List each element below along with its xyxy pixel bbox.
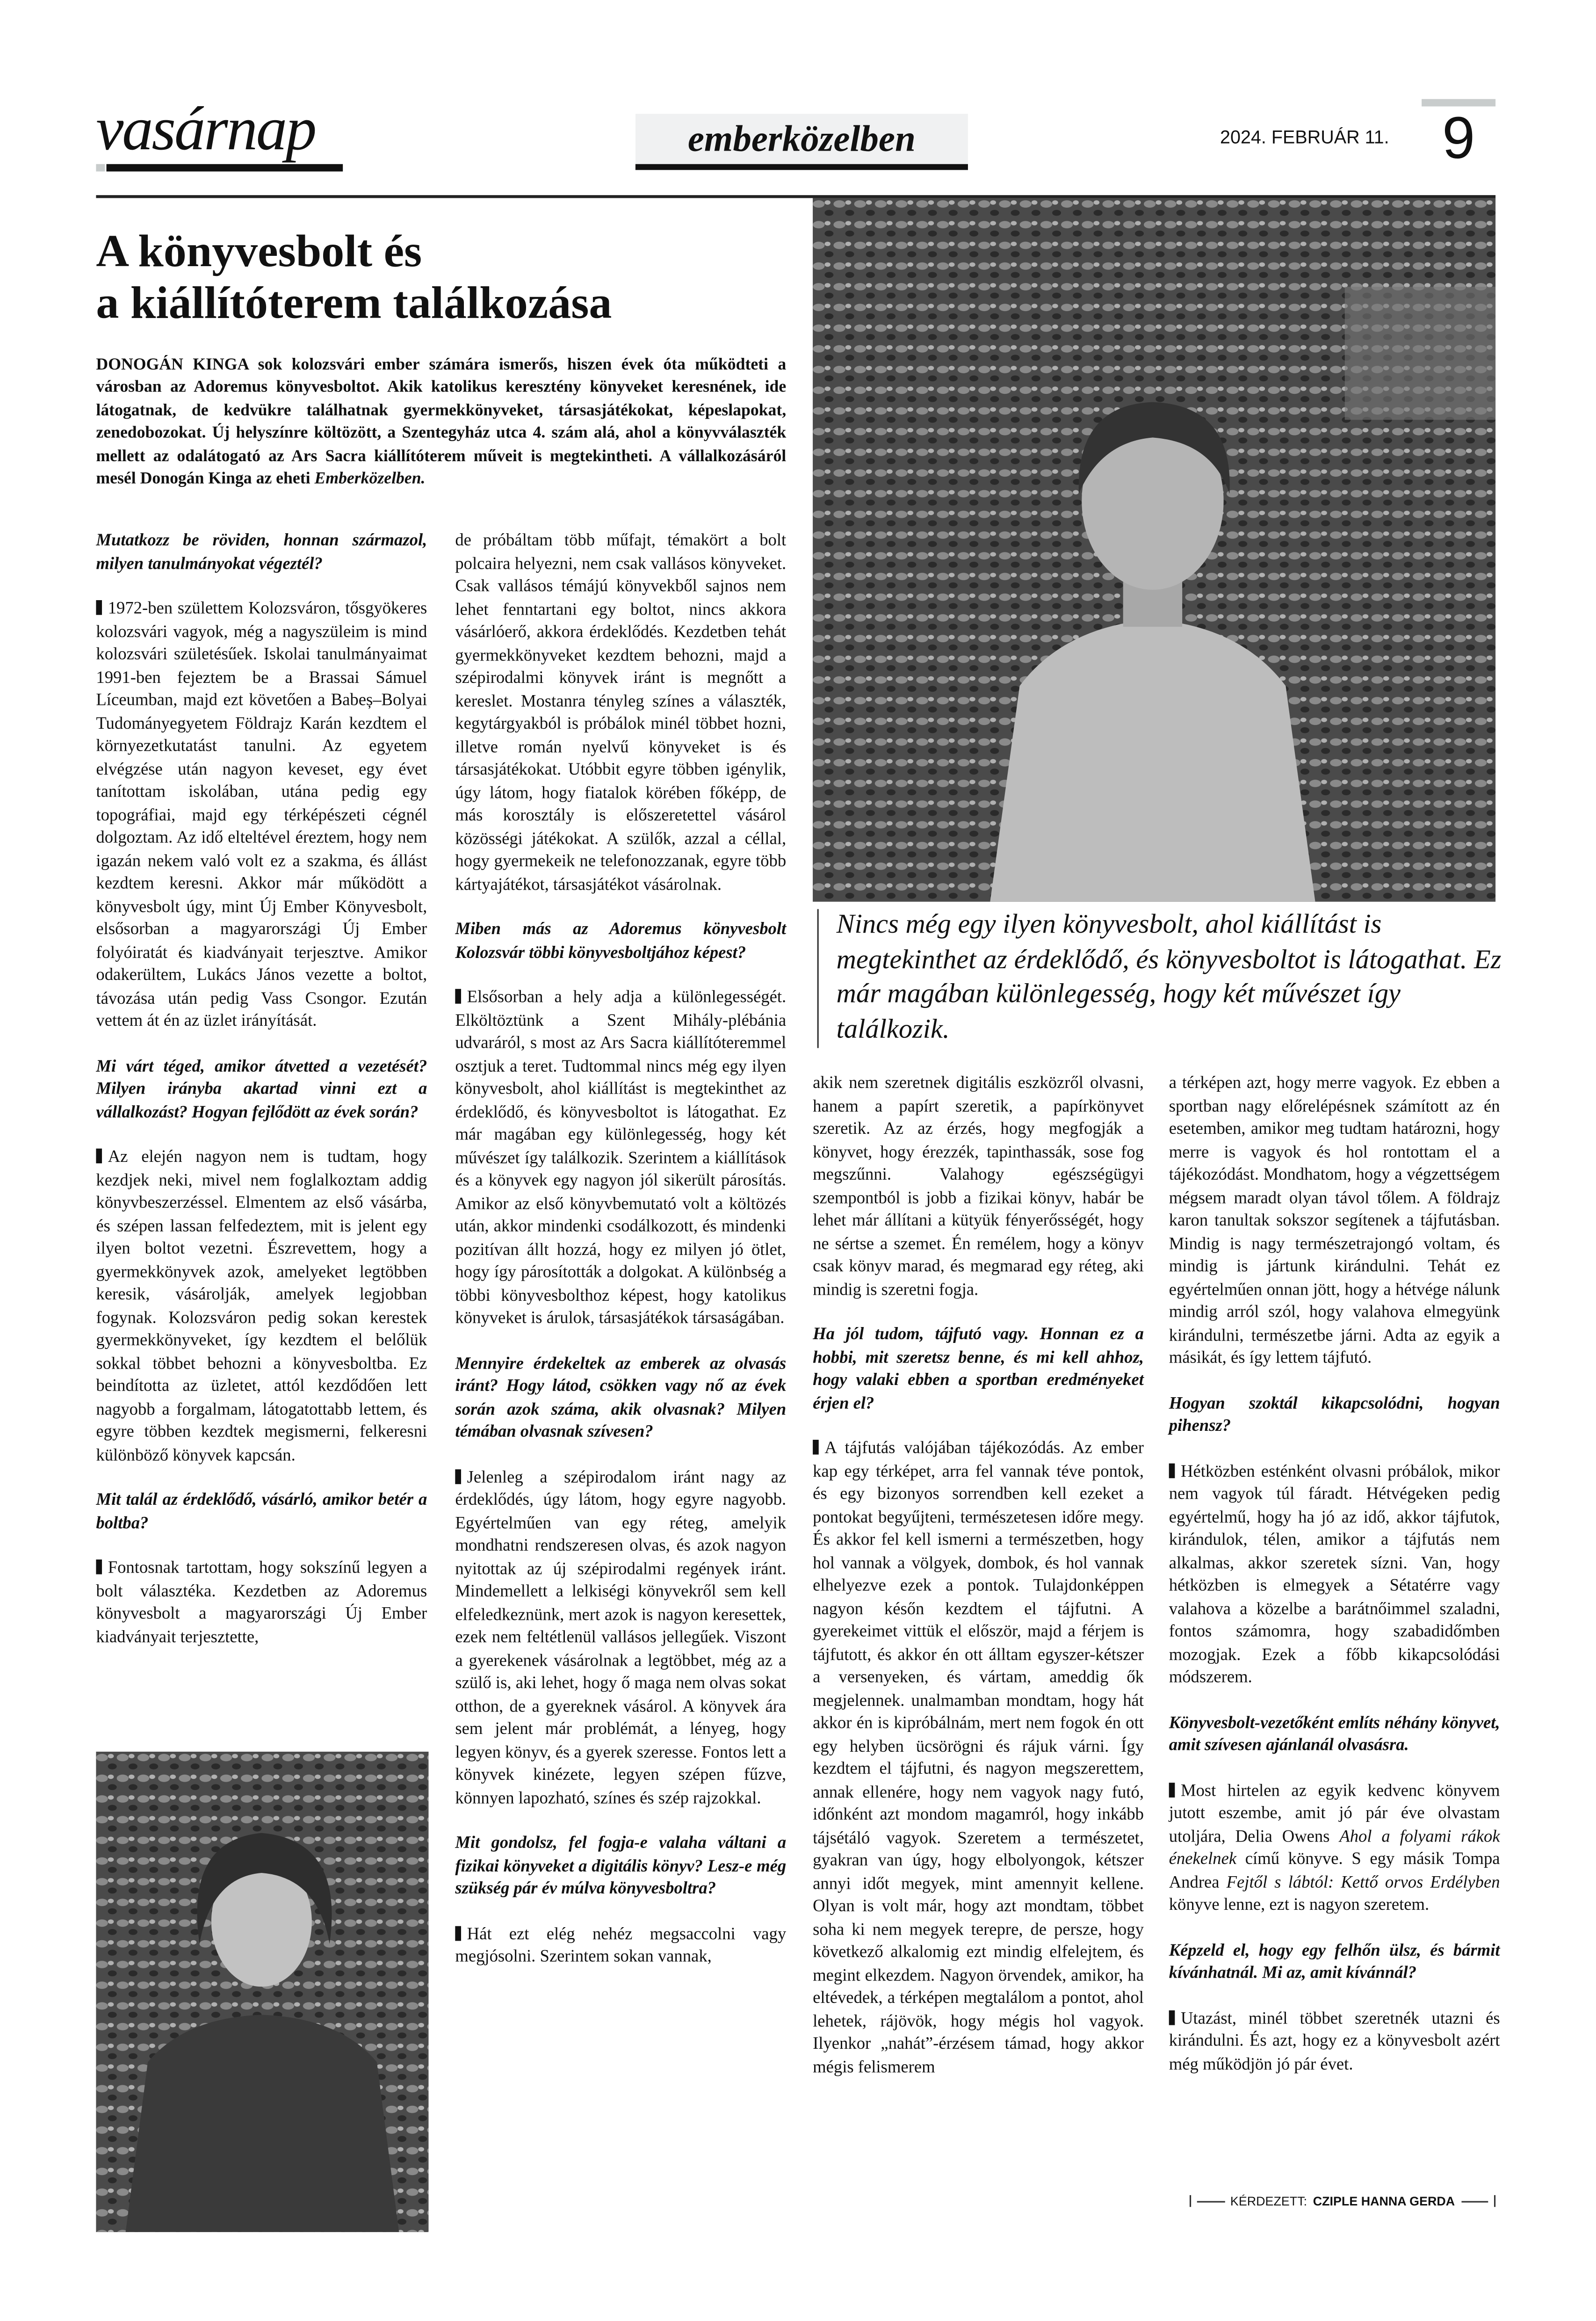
- paragraph-text: Mutatkozz be röviden, honnan származol, milyen tanulmányokat végeztél?: [96, 530, 427, 573]
- logo-underline: [107, 164, 343, 172]
- interview-answer: [455, 1922, 786, 1968]
- interview-answer: [96, 1146, 427, 1466]
- section-label: emberközelben: [636, 114, 968, 170]
- interview-question: [1169, 1939, 1500, 1985]
- answer-marker: [455, 1469, 461, 1484]
- paragraph-text: Hogyan szoktál kikapcsolódni, hogyan pihensz?: [1169, 1393, 1500, 1436]
- byline: [1190, 2194, 1495, 2209]
- article-title: [96, 225, 805, 328]
- title-line: a kiállítóterem találkozása: [96, 276, 612, 328]
- paragraph-text: Most hirtelen az egyik kedvenc könyvem jutott eszembe, amit jó pár éve olvastam utoljára, Delia Owens: [1169, 1780, 1500, 1846]
- page-number: 9: [1442, 106, 1475, 172]
- issue-date: 2024. FEBRUÁR 11.: [1220, 127, 1389, 148]
- article-column-1: [96, 529, 427, 1648]
- paragraph-text: Hétközben esténként olvasni próbálok, mikor nem vagyok túl fáradt. Hétvégeken pedig egyértelmű, hogy ha jó az idő, akkor tájfutok, kirándulok, télen, amikor a tájfutás nem alkalmas, akkor szeretek sízni. Van, hogy hétközben is elmegyek a Sétatérre vagy valahova a közelbe a barátnőimmel szaladni, fontos számomra, hogy szabadidőmben mozogjak. Ezek a főbb kikapcsolódási módszerem.: [1169, 1461, 1500, 1687]
- paragraph-text: Mi várt téged, amikor átvetted a vezetését? Milyen irányba akartad vinni ezt a vállalkozást? Hogyan fejlődött az évek során?: [96, 1056, 427, 1122]
- lead-text: DONOGÁN KINGA sok kolozsvári ember számára ismerős, hiszen évek óta működteti a városban az Adoremus könyvesboltot. Akik katolikus keresztény könyveket keresnének, ide látogatnak, de kedvükre találhatnak gyermekkönyveket, társasjátékokat, képeslapokat, zenedobozokat. Új helyszínre költözött, a Szentegyház utca 4. szám alá, ahol a könyvválaszték mellett az odalátogató az Ars Sacra kiállítóterem műveit is megtekintheti. A vállalkozásáról mesél Donogán Kinga az eheti: [96, 356, 787, 488]
- book-title: Ahol a folyami rákok énekelnek: [1169, 1826, 1500, 1869]
- paragraph-text: könyve lenne, ezt is nagyon szeretem.: [1169, 1895, 1430, 1915]
- article-lead: [96, 355, 786, 491]
- interview-question: [455, 1352, 786, 1443]
- interview-answer: [455, 986, 786, 1330]
- answer-marker: [96, 1559, 102, 1574]
- paragraph-text: Jelenleg a szépirodalom iránt nagy az érdeklődés, úgy látom, hogy egyre nagyobb. Egyértelműen van egy réteg, amelyik mondhatni rendszeresen olvas, és azok nagyon nyitottak az új szépirodalmi regények iránt. Mindemellett a lelkiségi könyvekről sem kell elfeledkeznünk, mert azok is nagyon keresettek, ezek nem feltétlenül vallásos jellegűek. Viszont a gyerekenek vásárolnak a legtöbbet, még az a szülő is, aki lehet, hogy ő maga nem olvas sokat otthon, de a gyereknek vásárol. A könyvek ára sem jelent már problémát, a lényeg, hogy legyen könyv, és a gyerek szeresse. Fontos lett a könyvek kinézete, legyen szépen fűzve, könnyen lapozható, színes és szép rajzokkal.: [455, 1467, 787, 1807]
- paragraph-text: A tájfutás valójában tájékozódás. Az ember kap egy térképet, arra fel vannak téve pontok, és egy bizonyos sorrendben kell ezeket a pontokat begyűjteni, természetesen időre megy. És akkor fel kell ismerni a természetben, hogy hol vannak a völgyek, dombok, és hol vannak elhelyezve ezek a pontok. Tulajdonképpen nagyon későn kezdtem el tájfutni. A gyerekeimet vittük el először, majd a férjem is tájfutott, és akkor én ott álltam egyszer-kétszer a versenyeken, és vártam, ameddig ők megjelennek. unalmamban mondtam, hogy hát akkor én is kipróbálnám, mert nem fogok én ott egy helyben ücsörögni és rájuk várni. Így kezdtem el tájfutni, és nagyon megszerettem, annak ellenére, hogy nem vagyok nagy futó, időnként azt mondom magamról, hogy inkább tájsétáló vagyok. Szeretem a természetet, gyakran van úgy, hogy elbolyongok, kétszer annyi időt megyek, mint amennyit kellene. Olyan is volt már, hogy azt mondtam, többet soha ki nem megyek terepre, de persze, hogy következő alkalomig ezt mindig elfelejtem, és megint elkezdem. Nagyon örvendek, amikor, ha eltévedek, a térképen megtalálom a pontot, ahol lehetek, rájövök, hogy mégis hol vagyok. Ilyenkor „nahát”-érzésem támad, hogy akkor mégis felismerem: [813, 1438, 1144, 2076]
- logo-underline-accent: [96, 164, 105, 172]
- interview-question: [1169, 1711, 1500, 1757]
- interview-answer: [96, 597, 427, 1033]
- interview-question: [455, 1831, 786, 1900]
- paragraph-text: Mennyire érdekeltek az emberek az olvasás iránt? Hogy látod, csökken vagy nő az évek során azok száma, akik olvasnak? Milyen témában olvasnak szívesen?: [455, 1353, 787, 1442]
- article-column-3: [813, 1072, 1144, 2078]
- lead-italic: Emberközelben.: [314, 470, 426, 488]
- interview-answer: [455, 529, 786, 896]
- paragraph-text: Mit gondolsz, fel fogja-e valaha váltani a fizikai könyveket a digitális könyv? Lesz-e még szükség pár év múlva könyvesboltra?: [455, 1833, 787, 1898]
- portrait-photo-main: [813, 198, 1495, 901]
- answer-marker: [455, 1925, 461, 1940]
- paragraph-text: Elsősorban a hely adja a különlegességét. Elköltöztünk a Szent Mihály-plébánia udvaráról, s most az Ars Sacra kiállítóteremmel osztjuk a teret. Tudtommal nincs még egy ilyen könyvesbolt, ahol kiállítást is megtekinthet az érdeklődő, és könyvesboltot is látogathat. Ez már magában egy különlegesség, hogy két művészet így találkozik. Szerintem a kiállítások és a könyvek egy nagyon jól sikerült párosítás. Amikor az első könyvbemutató volt a költözés után, akkor mindenki csodálkozott, és mindenki pozitívan állt hozzá, hogy ez milyen jó ötlet, hogy így párosították a dolgokat. A különbség a többi könyvesbolthoz képest, hogy katolikus könyveket is árulok, társasjátékok társaságában.: [455, 987, 787, 1327]
- interview-question: [96, 1055, 427, 1124]
- byline-label: KÉRDEZETT:: [1230, 2193, 1307, 2209]
- paragraph-text: Könyvesbolt-vezetőként említs néhány könyvet, amit szívesen ajánlanál olvasásra.: [1169, 1712, 1500, 1755]
- article-column-4: [1169, 1072, 1500, 2097]
- answer-marker: [455, 989, 461, 1004]
- interview-answer: [96, 1557, 427, 1648]
- paragraph-text: Utazást, minél többet szeretnék utazni és kirándulni. És azt, hogy ez a könyvesbolt azért még működjön jó pár évet.: [1169, 2008, 1500, 2074]
- portrait-photo-small: [96, 1752, 428, 2232]
- interview-question: [96, 1488, 427, 1534]
- answer-marker: [1169, 2009, 1175, 2024]
- answer-marker: [96, 1148, 102, 1163]
- paragraph-text: Képzeld el, hogy egy felhőn ülsz, és bármit kívánhatnál. Mi az, amit kívánnál?: [1169, 1940, 1500, 1982]
- answer-marker: [1169, 1782, 1175, 1797]
- header-rule: [96, 195, 1495, 197]
- answer-marker: [813, 1440, 819, 1455]
- byline-author: CZIPLE HANNA GERDA: [1313, 2193, 1455, 2209]
- interview-answer: [813, 1072, 1144, 1301]
- photo-caption: Nincs még egy ilyen könyvesbolt, ahol kiállítást is megtekinthet az érdeklődő, és könyvesboltot is látogathat. Ez már magában különlegesség, hogy két művészet így találkozik.: [817, 909, 1502, 1048]
- title-line: A könyvesbolt és: [96, 225, 422, 276]
- masthead-logo: vasárnap: [96, 96, 316, 164]
- paragraph-text: Ha jól tudom, tájfutó vagy. Honnan ez a hobbi, mit szeretsz benne, és mi kell ahhoz, hogy valaki ebben a sportban eredményeket érjen el?: [813, 1324, 1144, 1413]
- interview-answer: [1169, 1072, 1500, 1370]
- paragraph-text: Hát ezt elég nehéz megsaccolni vagy megjósolni. Szerintem sokan vannak,: [455, 1924, 787, 1966]
- paragraph-text: Mit talál az érdeklődő, vásárló, amikor betér a boltba?: [96, 1490, 427, 1532]
- answer-marker: [1169, 1463, 1175, 1478]
- paragraph-text: Miben más az Adoremus könyvesbolt Kolozsvár többi könyvesboltjához képest?: [455, 919, 787, 962]
- paragraph-text: a térképen azt, hogy merre vagyok. Ez ebben a sportban nagy előrelépésnek számított az én esetemben, amikor meg tudtam határozni, hogy merre is vagyok és hol rontottam el a tájékozódást. Mondhatom, hogy a végzettségem mégsem maradt olyan távol tőlem. A földrajz karon tanultak sokszor segítenek a tájfutásban. Mindig is nagy természetrajongó voltam, és mindig is jártunk kirándulni. Tehát ez egyértelműen onnan jött, hogy a hétvége nálunk mindig arról szól, hogy valahova elmegyünk kirándulni, természetbe járni. Adta az egyik a másikát, és így lettem tájfutó.: [1169, 1073, 1500, 1368]
- interview-question: [1169, 1392, 1500, 1437]
- interview-question: [96, 529, 427, 575]
- paragraph-text: című könyve. S egy másik Tompa Andrea: [1169, 1849, 1500, 1892]
- interview-answer: [455, 1465, 786, 1809]
- answer-marker: [96, 600, 102, 615]
- interview-answer: [1169, 1460, 1500, 1689]
- book-title: Fejtől s lábtól: Kettő orvos Erdélyben: [1226, 1872, 1500, 1892]
- article-column-2: [455, 529, 786, 1968]
- paragraph-text: de próbáltam több műfajt, témakört a bolt polcaira helyezni, nem csak vallásos könyveket. Csak vallásos témájú könyvekből sajnos nem lehet fenntartani egy boltot, nincs akkora vásárlóerő, akkora érdeklődés. Kezdetben tehát gyermekkönyveket kezdtem behozni, majd a szépirodalmi könyvek iránt is megnőtt a kereslet. Mostanra tényleg színes a választék, kegytárgyakból is próbálok minél többet hozni, illetve román nyelvű könyveket is és társasjátékokat. Utóbbit egyre többen igénylik, úgy látom, hogy fiatalok körében főképp, de más korosztály is előszeretettel vásárol közösségi játékokat. A szülők, azzal a céllal, hogy gyermekeik ne telefonozzanak, egyre több kártyajátékot, társasjátékot vásárolnak.: [455, 530, 787, 894]
- paragraph-text: Az elején nagyon nem is tudtam, hogy kezdjek neki, mivel nem foglalkoztam addig könyvbeszerzéssel. Elmentem az első vásárba, és szépen lassan felfedeztem, mit is jelent egy ilyen boltot vezetni. Észrevettem, hogy a gyermekkönyvek azok, amelyeket legtöbben keresik, vásárolják, amelyek legjobban fogynak. Kolozsváron pedig sokan kerestek gyermekkönyveket, így kezdtem el belőlük sokkal többet behozni a könyvesboltba. Ez beindította az üzletet, attól kezdődően lett nagyobb a forgalmam, látogatottabb lettem, és egyre többen kezdtek megismerni, felkeresni különböző könyvek kapcsán.: [96, 1147, 427, 1465]
- interview-question: [813, 1323, 1144, 1414]
- interview-answer: [1169, 1779, 1500, 1916]
- paragraph-text: Fontosnak tartottam, hogy sokszínű legyen a bolt választéka. Kezdetben az Adoremus könyvesbolt a magyarországi Új Ember kiadványait terjesztette,: [96, 1558, 427, 1646]
- interview-answer: [813, 1437, 1144, 2079]
- paragraph-text: akik nem szeretnek digitális eszközről olvasni, hanem a papírt szeretik, a papírkönyvet szeretik. Az az érzés, hogy megfogják a könyvet, hogy érezzék, tapinthassák, sose fog megszűnni. Valahogy egészségügyi szempontból is jobb a fizikai könyv, habár be lehet már állítani a kütyük fényerősségét, hogy ne sértse a szemet. Én remélem, hogy a könyv csak könyv marad, és megmarad egy réteg, aki mindig is szeretni fogja.: [813, 1073, 1144, 1299]
- interview-answer: [1169, 2007, 1500, 2075]
- paragraph-text: 1972-ben születtem Kolozsváron, tősgyökeres kolozsvári vagyok, még a nagyszüleim is mind kolozsvári születésűek. Iskolai tanulmányaimat 1991-ben fejeztem be a Brassai Sámuel Líceumban, majd ezt követően a Babeș–Bolyai Tudományegyetem Földrajz Karán kezdtem el környezetkutatást tanulni. Az egyetem elvégzése után nagyon keveset, egy évet tanítottam iskolában, utána pedig egy topográfiai, majd egy térképészeti cégnél dolgoztam. Az idő elteltével éreztem, hogy nem igazán nekem való volt ez a szakma, és állást kezdtem keresni. Akkor már működött a könyvesbolt úgy, mint Új Ember Könyvesbolt, elsősorban a magyarországi Új Ember folyóiratát és kiadványait terjesztve. Amikor odakerültem, Lukács János vezette a boltot, távozása után pedig Vass Csongor. Ezután vettem át én az üzlet irányítását.: [96, 598, 427, 1030]
- interview-question: [455, 918, 786, 964]
